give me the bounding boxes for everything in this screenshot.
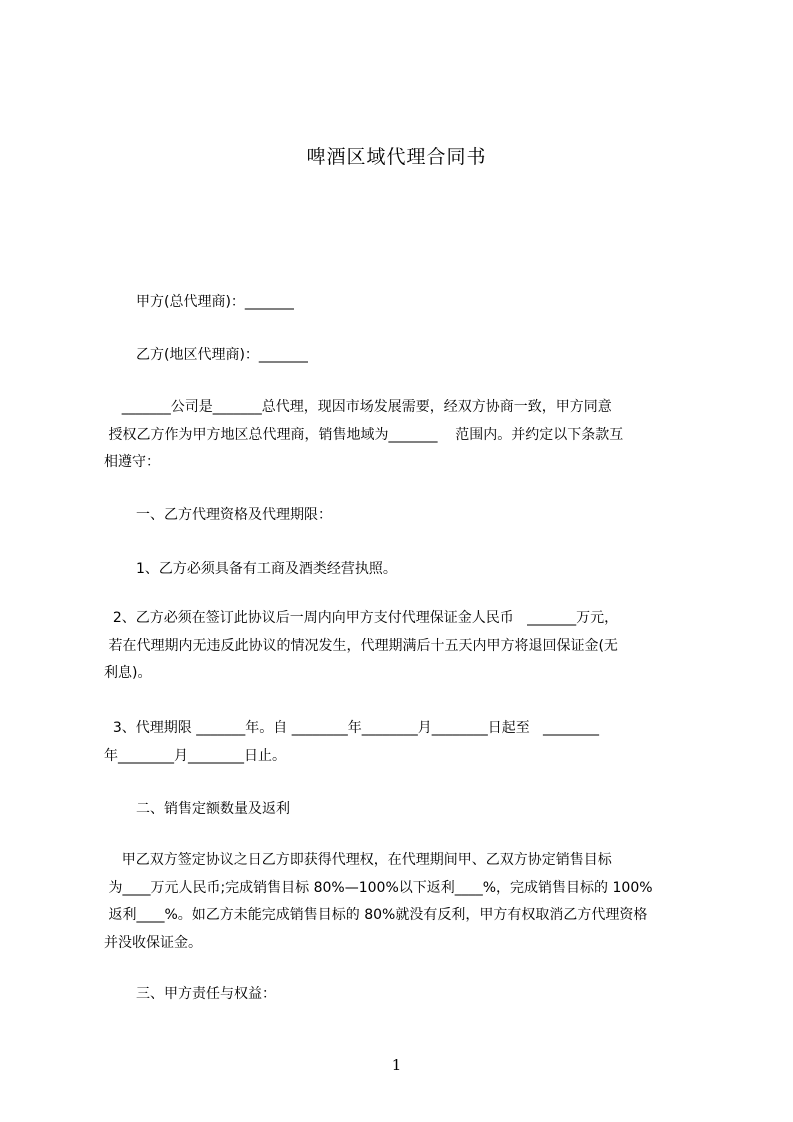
party-a-line: 甲方(总代理商)：_______ (136, 294, 294, 310)
clause-1-3 (104, 715, 704, 770)
intro-line: 授权乙方作为甲方地区总代理商，销售地域为_______ 范围内。并约定以下条款互 (104, 426, 624, 443)
document-title: 啤酒区域代理合同书 (306, 146, 487, 168)
clause-1-2 (104, 605, 704, 688)
section-2-body (104, 847, 704, 957)
page-number: 1 (391, 1056, 402, 1074)
clause-line: 3、代理期限 _______年。自 ________年________月________日起至 ________ (104, 720, 600, 736)
clause-line: 2、乙方必须在签订此协议后一周内向甲方支付代理保证金人民币 _______万元， (104, 610, 619, 626)
body-line: 返利____%。如乙方未能完成销售目标的 80%就没有反利，甲方有权取消乙方代理资格 (104, 907, 648, 923)
party-b-line: 乙方(地区代理商)：_______ (136, 347, 308, 363)
section-3-heading: 三、甲方责任与权益： (136, 986, 276, 1002)
intro-paragraph (104, 394, 704, 477)
body-line: 并没收保证金。 (104, 934, 202, 951)
clause-1-1: 1、乙方必须具备有工商及酒类经营执照。 (136, 561, 397, 577)
body-line: 为____万元人民币;完成销售目标 80%—100%以下返利____%，完成销售目标的 100% (104, 879, 653, 896)
clause-line: 年________月________日止。 (104, 747, 286, 764)
intro-line: _______公司是_______总代理，现因市场发展需要，经双方协商一致，甲方同意 (104, 399, 612, 415)
section-1-heading: 一、乙方代理资格及代理期限： (136, 507, 332, 523)
body-line: 甲乙双方签定协议之日乙方即获得代理权，在代理期间甲、乙双方协定销售目标 (104, 852, 612, 868)
section-2-heading: 二、销售定额数量及返利 (136, 801, 290, 817)
intro-line: 相遵守： (104, 454, 160, 470)
clause-line: 若在代理期内无违反此协议的情况发生，代理期满后十五天内甲方将退回保证金(无 (104, 637, 618, 654)
clause-line: 利息)。 (104, 665, 152, 681)
